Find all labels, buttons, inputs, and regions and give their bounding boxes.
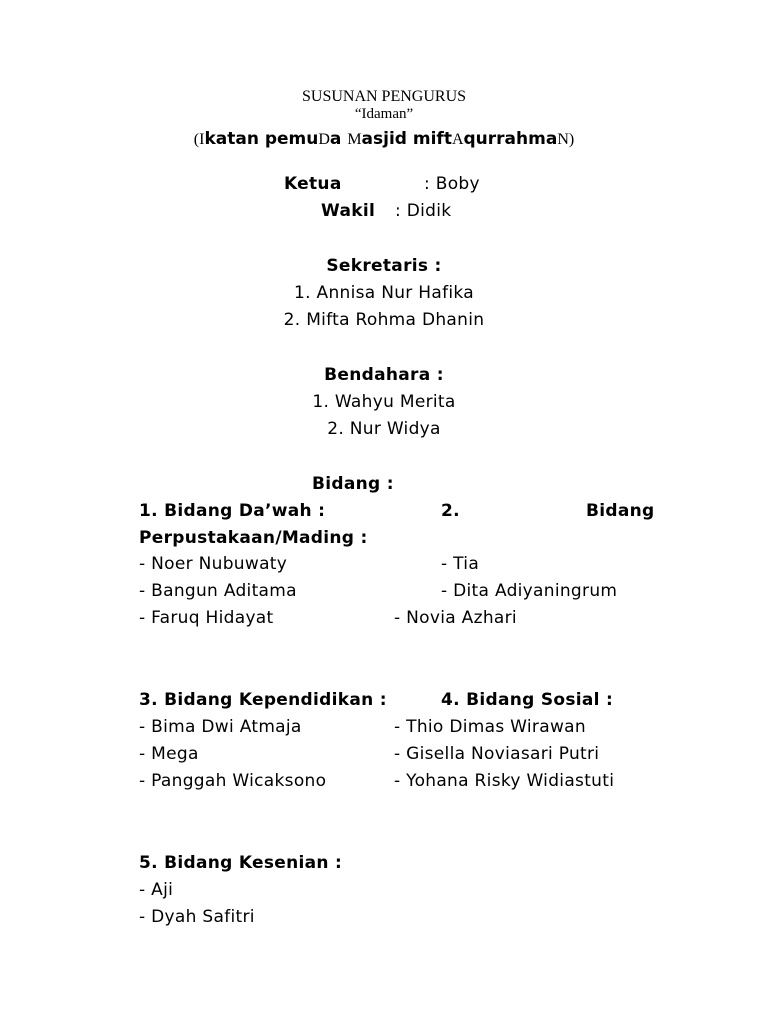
sekretaris-item: 2. Mifta Rohma Dhanin — [283, 310, 485, 330]
bidang-2-title: Perpustakaan/Mading : — [139, 528, 368, 548]
bidang-1-member: - Bangun Aditama — [139, 581, 297, 601]
org-part: qurrahma — [463, 129, 558, 149]
organization-name — [0, 129, 768, 149]
bendahara-heading: Bendahara : — [324, 365, 444, 385]
ketua-label: Ketua — [284, 174, 342, 194]
sekretaris-heading: Sekretaris : — [326, 256, 442, 276]
bidang-1-title: 1. Bidang Da’wah : — [139, 501, 326, 521]
org-part: a — [329, 129, 348, 149]
bidang-5-title: 5. Bidang Kesenian : — [139, 853, 343, 873]
org-part: asjid mift — [361, 129, 452, 149]
ketua-value: : Boby — [424, 174, 480, 194]
bidang-5-member: - Dyah Safitri — [139, 907, 255, 927]
org-part: A — [451, 131, 464, 148]
bidang-1-member: - Faruq Hidayat — [139, 608, 274, 628]
bidang-4-member: - Gisella Noviasari Putri — [394, 744, 600, 764]
bidang-1-member: - Noer Nubuwaty — [139, 554, 288, 574]
org-part: D — [318, 131, 330, 148]
bidang-3-member: - Mega — [139, 744, 199, 764]
wakil-label: Wakil — [321, 201, 376, 221]
bendahara-item: 1. Wahyu Merita — [312, 392, 456, 412]
bidang-4-member: - Thio Dimas Wirawan — [394, 717, 586, 737]
bendahara-item: 2. Nur Widya — [327, 419, 441, 439]
org-part: (I — [193, 131, 205, 148]
bidang-5-member: - Aji — [139, 880, 174, 900]
sekretaris-item: 1. Annisa Nur Hafika — [294, 283, 474, 303]
org-part: M — [347, 131, 362, 148]
bidang-3-member: - Bima Dwi Atmaja — [139, 717, 302, 737]
bidang-2-member: - Tia — [441, 554, 480, 574]
org-part: katan pemu — [204, 129, 319, 149]
bidang-2-number: 2. — [441, 501, 460, 521]
bidang-2-member: - Novia Azhari — [394, 608, 517, 628]
bidang-3-title: 3. Bidang Kependidikan : — [139, 690, 387, 710]
bidang-4-member: - Yohana Risky Widiastuti — [394, 771, 615, 791]
bidang-heading: Bidang : — [312, 474, 394, 494]
bidang-2-member: - Dita Adiyaningrum — [441, 581, 618, 601]
bidang-2-word: Bidang — [586, 501, 655, 521]
wakil-value: : Didik — [395, 201, 452, 221]
org-part: N) — [557, 131, 575, 148]
document-subtitle: “Idaman” — [354, 106, 414, 122]
document-title: SUSUNAN PENGURUS — [301, 88, 467, 105]
bidang-4-title: 4. Bidang Sosial : — [441, 690, 614, 710]
bidang-3-member: - Panggah Wicaksono — [139, 771, 327, 791]
